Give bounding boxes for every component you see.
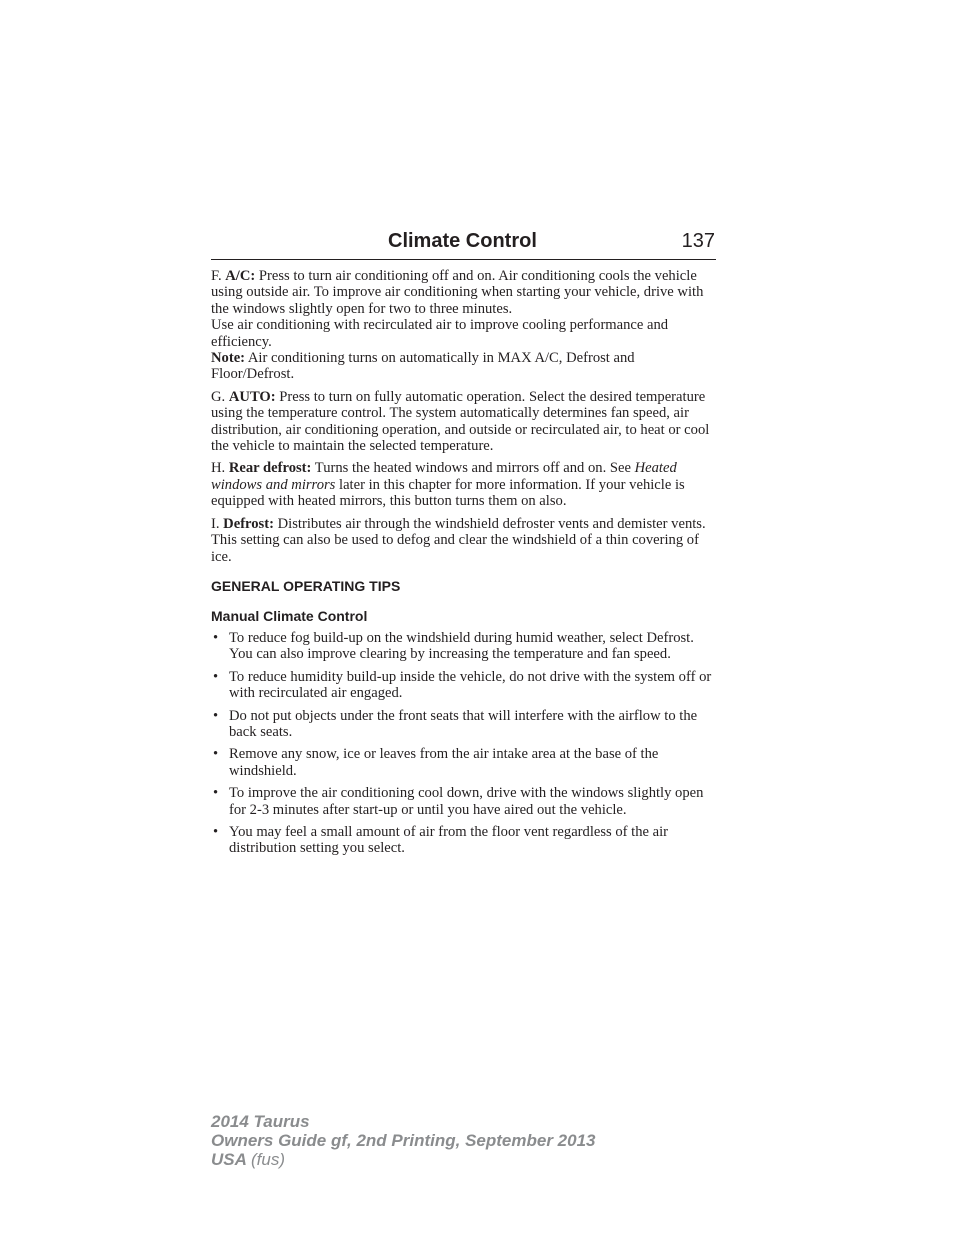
ac-label: A/C:: [225, 268, 256, 284]
list-item: [211, 630, 717, 663]
subsection-heading: Manual Climate Control: [211, 607, 368, 624]
ac-recirc-paragraph: Use air conditioning with recirculated air to improve cooling performance and efficiency.: [211, 317, 669, 350]
list-item: [211, 824, 717, 857]
ac-paragraph: [211, 268, 717, 317]
list-item-text: To reduce fog build-up on the windshield during humid weather, select Defrost. You can also improve clearing by increasing the temperature and fan speed.: [229, 629, 694, 663]
rear-defrost-prefix: H.: [211, 460, 226, 477]
note-label: Note:: [211, 350, 246, 367]
defrost-text: Distributes air through the windshield defroster vents and demister vents. This setting can also be used to defog and clear the windshield of a thin covering of ice.: [211, 515, 706, 565]
rear-defrost-text-1: Turns the heated windows and mirrors off and on. See: [314, 460, 631, 477]
list-item-text: To reduce humidity build-up inside the vehicle, do not drive with the system off or with recirculated air engaged.: [229, 668, 712, 702]
bullet-icon: •: [213, 668, 219, 685]
section-heading: GENERAL OPERATING TIPS: [211, 577, 401, 594]
list-item-text: Remove any snow, ice or leaves from the air intake area at the base of the windshield.: [229, 746, 659, 779]
footer-guide-info: Owners Guide gf, 2nd Printing, September 2013: [211, 1131, 596, 1150]
list-item: [211, 785, 717, 818]
bullet-icon: •: [213, 746, 219, 763]
bullet-icon: •: [213, 629, 219, 646]
ac-text: Press to turn air conditioning off and on. Air conditioning cools the vehicle using outside air. To improve air conditioning when starting your vehicle, drive with the windows slightly open for two to three minutes.: [211, 268, 704, 317]
bullet-icon: •: [213, 823, 219, 840]
auto-label: AUTO:: [228, 388, 276, 405]
defrost-label: Defrost:: [223, 515, 274, 532]
rear-defrost-label: Rear defrost:: [228, 460, 312, 477]
page-number: 137: [681, 230, 715, 252]
footer-market: [211, 1150, 595, 1169]
footer-country: USA: [211, 1150, 247, 1169]
list-item-text: You may feel a small amount of air from the floor vent regardless of the air distribution setting you select.: [229, 823, 669, 857]
auto-text: Press to turn on fully automatic operation. Select the desired temperature using the temperature control. The system automatically determines fan speed, air distribution, air conditioning operation, and outside or recirculated air, to heat or cool the vehicle to maintain the selected temperature.: [211, 388, 710, 455]
tips-list: [211, 630, 717, 857]
list-item-text: To improve the air conditioning cool down, drive with the windows slightly open for 2-3 minutes after start-up or until you have aired out the vehicle.: [229, 785, 704, 818]
note-text: Air conditioning turns on automatically in MAX A/C, Defrost and Floor/Defrost.: [211, 350, 635, 383]
ac-prefix: F.: [211, 268, 222, 284]
footer-market-code: (fus): [251, 1150, 285, 1169]
page-body: [211, 268, 717, 863]
chapter-title: Climate Control: [388, 230, 537, 252]
list-item: [211, 708, 717, 741]
defrost-prefix: I.: [211, 515, 220, 532]
list-item: [211, 746, 717, 779]
rear-defrost-text-2: later in this chapter for more information. If your vehicle is equipped with heated mirrors, this button turns them on also.: [211, 476, 685, 510]
list-item-text: Do not put objects under the front seats that will interfere with the airflow to the back seats.: [229, 707, 698, 740]
list-item: [211, 669, 717, 702]
footer-model: 2014 Taurus: [211, 1112, 310, 1131]
ac-note-paragraph: [211, 350, 717, 383]
heated-windows-reference: Heated windows and mirrors: [211, 460, 677, 493]
defrost-paragraph: [211, 516, 717, 565]
page-footer: [211, 1112, 595, 1169]
bullet-icon: •: [213, 785, 219, 802]
bullet-icon: •: [213, 707, 219, 724]
page-header: [211, 229, 716, 260]
auto-paragraph: [211, 389, 717, 455]
auto-prefix: G.: [211, 388, 226, 405]
rear-defrost-paragraph: [211, 460, 717, 509]
